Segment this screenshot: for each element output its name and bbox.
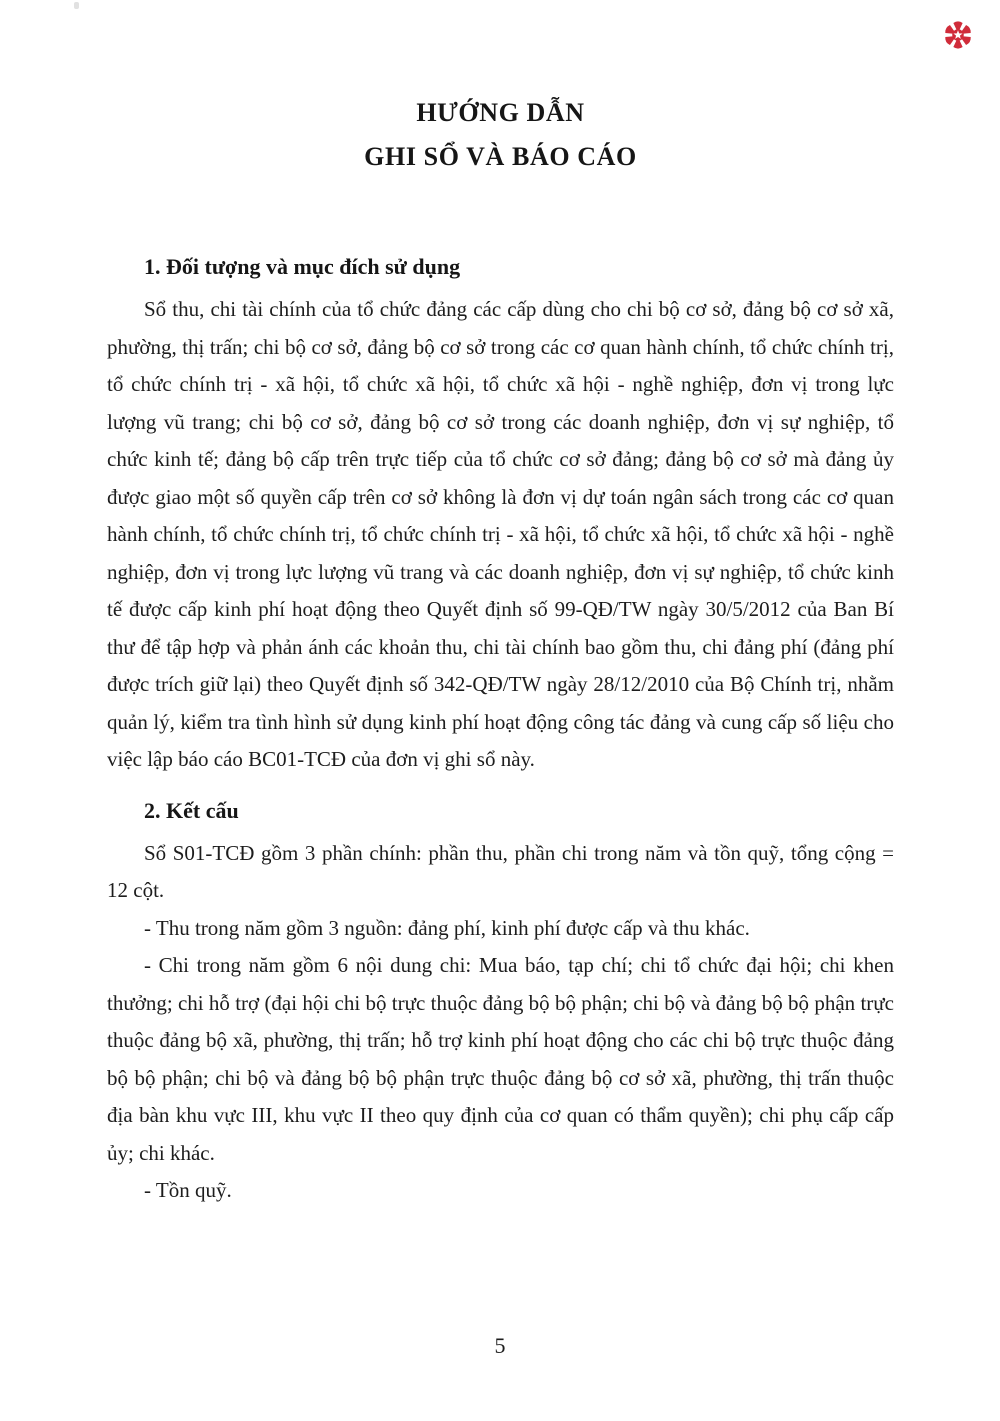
page-title xyxy=(107,91,894,179)
section-2-paragraph-4: - Tồn quỹ. xyxy=(144,1178,232,1202)
page-number: 5 xyxy=(494,1333,506,1358)
section-2-paragraph-3: - Chi trong năm gồm 6 nội dung chi: Mua báo, tạp chí; chi tổ chức đại hội; chi khen thưởng; chi hỗ trợ (đại hội chi bộ trực thuộc đảng bộ bộ phận; chi bộ và đảng bộ bộ phận trực thuộc đảng bộ xã, phường, thị trấn; hỗ trợ kinh phí hoạt động cho các chi bộ trực thuộc đảng bộ bộ phận; chi bộ và đảng bộ bộ phận trực thuộc đảng bộ cơ sở xã, phường, thị trấn thuộc địa bàn khu vực III, khu vực II theo quy định của cơ quan có thẩm quyền); chi phụ cấp cấp ủy; chi khác. xyxy=(107,953,894,1165)
section-2-paragraph-2: - Thu trong năm gồm 3 nguồn: đảng phí, kinh phí được cấp và thu khác. xyxy=(144,915,750,940)
red-flower-asterisk-icon xyxy=(942,19,974,51)
scan-artifact-speck xyxy=(74,2,79,9)
title-line-2: GHI SỔ VÀ BÁO CÁO xyxy=(364,142,637,171)
section-2-paragraph-1: Sổ S01-TCĐ gồm 3 phần chính: phần thu, phần chi trong năm và tồn quỹ, tổng cộng = 12 cột. xyxy=(107,840,894,902)
section-2-heading: 2. Kết cấu xyxy=(144,797,239,823)
section-1-paragraph: Sổ thu, chi tài chính của tổ chức đảng các cấp dùng cho chi bộ cơ sở, đảng bộ cơ sở xã, phường, thị trấn; chi bộ cơ sở, đảng bộ cơ sở trong các cơ quan hành chính, tổ chức chính trị, tổ chức chính trị - xã hội, tổ chức xã hội, tổ chức xã hội - nghề nghiệp, đơn vị trong lực lượng vũ trang; chi bộ cơ sở, đảng bộ cơ sở trong các doanh nghiệp, đơn vị sự nghiệp, tổ chức kinh tế; đảng bộ cấp trên trực tiếp của tổ chức cơ sở đảng; đảng bộ cơ sở mà đảng ủy được giao một số quyền cấp trên cơ sở không là đơn vị dự toán ngân sách trong các cơ quan hành chính, tổ chức chính trị, tổ chức chính trị - xã hội, tổ chức xã hội, tổ chức xã hội - nghề nghiệp, đơn vị trong lực lượng vũ trang và các doanh nghiệp, đơn vị sự nghiệp, tổ chức kinh tế được cấp kinh phí hoạt động theo Quyết định số 99-QĐ/TW ngày 30/5/2012 của Ban Bí thư để tập hợp và phản ánh các khoản thu, chi tài chính bao gồm thu, chi đảng phí (đảng phí được trích giữ lại) theo Quyết định số 342-QĐ/TW ngày 28/12/2010 của Bộ Chính trị, nhằm quản lý, kiểm tra tình hình sử dụng kinh phí hoạt động công tác đảng và cung cấp số liệu cho việc lập báo cáo BC01-TCĐ của đơn vị ghi sổ này. xyxy=(107,297,894,771)
section-1-heading: 1. Đối tượng và mục đích sử dụng xyxy=(144,254,461,279)
title-line-1: HƯỚNG DẪN xyxy=(416,98,585,127)
